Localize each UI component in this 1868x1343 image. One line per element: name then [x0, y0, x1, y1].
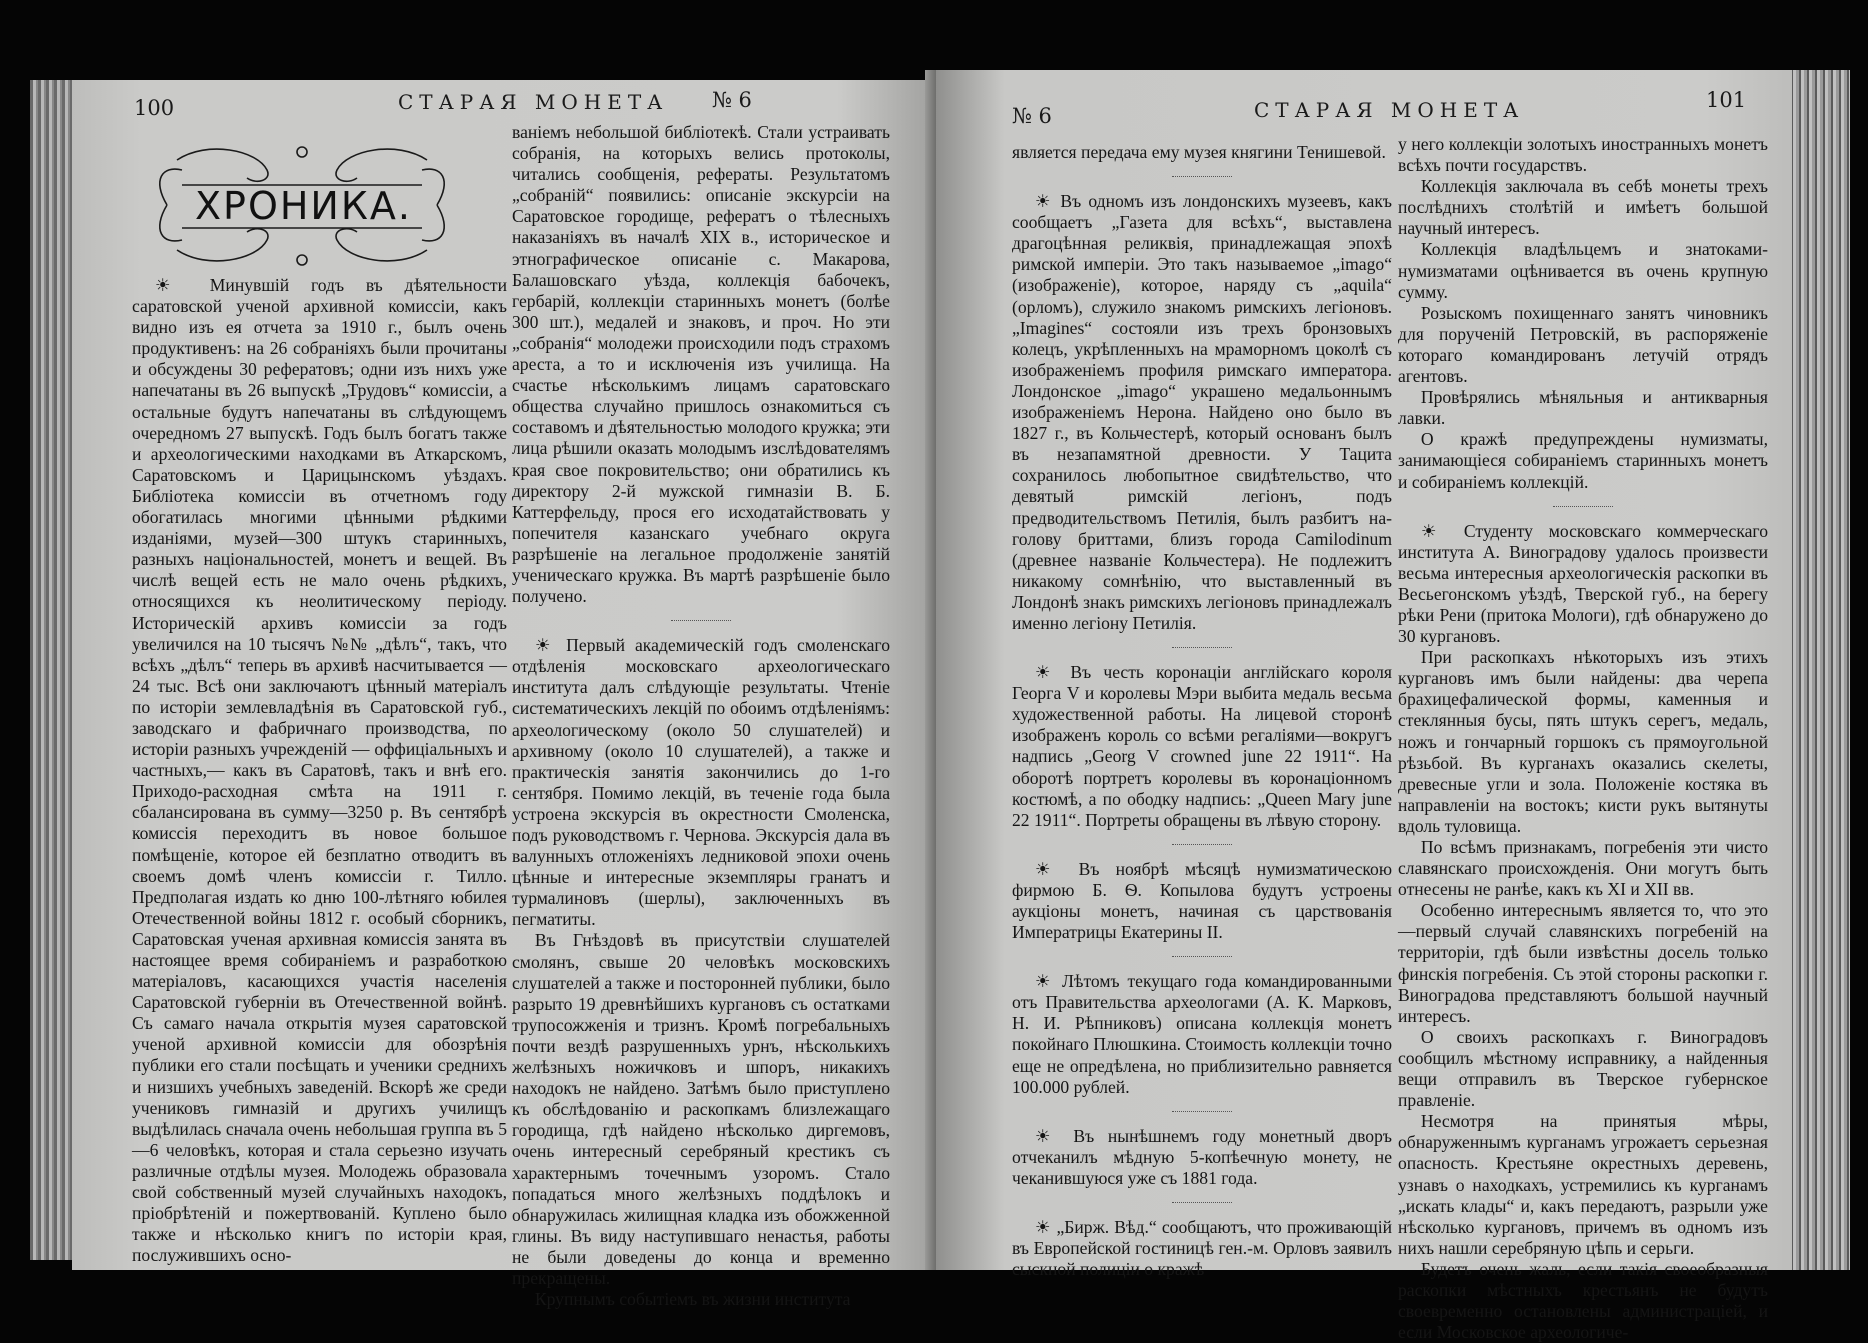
article-paragraph: Розыскомъ похищеннаго занятъ чиновникъ для порученій Петровскій, въ распоряженіе котораго командированъ летучій отрядъ агентовъ.: [1398, 302, 1768, 387]
article-paragraph: Особенно интереснымъ является то, что это—первый случай славянскихъ погребеній на территоріи, гдѣ были извѣстны досель только финскія погребенія. Съ этой стороны раскопки г. Виноградова представляютъ большой научный интересъ.: [1398, 900, 1768, 1026]
section-divider: [1012, 831, 1392, 859]
issue-number-left: № 6: [712, 88, 752, 112]
section-divider: [512, 607, 890, 635]
left-page: [72, 80, 942, 1310]
article-paragraph: ☀ Лѣтомъ текущаго года командированными отъ Правительства археологами (А. К. Марковъ, Н. И. Рѣпниковъ) описана коллекція монетъ покойнаго Плюшкина. Стоимость коллекціи точно еще не опредѣлена, но приблизительно равняется 100.000 рублей.: [1012, 971, 1393, 1097]
article-paragraph: Коллекція владѣльцемъ и знатоками-нумизматами оцѣнивается въ очень крупную сумму.: [1398, 239, 1768, 302]
article-paragraph: ☀ Въ ноябрѣ мѣсяцѣ нумизматическою фирмою Б. Ѳ. Копылова будутъ устроены аукціоны монетъ, начиная съ царствованія Императрицы Екатерины II.: [1012, 858, 1392, 943]
article-paragraph: По всѣмъ признакамъ, погребенія эти чисто славянскаго происхожденія. Они могутъ быть отнесены не ранѣе, какъ къ XI и XII вв.: [1398, 837, 1768, 900]
section-title: ХРОНИКА.: [195, 184, 412, 228]
article-paragraph: ☀ Въ нынѣшнемъ году монетный дворъ отчеканилъ мѣдную 5-копѣечную монету, не чеканившуюся уже съ 1881 года.: [1012, 1125, 1392, 1188]
section-divider: [1012, 634, 1392, 662]
article-paragraph: Въ Гнѣздовѣ въ присутствіи слушателей смолянъ, свыше 20 человѣкъ московскихъ слушателей а также и посторонней публики, было разрыто 19 древнѣйшихъ кургановъ съ остатками трупосожженія и тризнъ. Кромѣ погребальныхъ почти вездѣ разрушенныхъ урнъ, нѣсколькихъ желѣзныхъ ножичковъ и шпоръ, никакихъ находокъ не найдено. Затѣмъ было приступлено къ обслѣдованію и раскопкамъ близлежащаго городища, гдѣ найдено нѣсколько диргемовъ, очень интересный серебряный крестикъ съ характернымъ точечнымъ узоромъ. Стало попадаться много желѣзныхъ поддѣлокъ и обнаружилась жилищная кладка изъ обожженной глины. Въ виду наступившаго ненастья, работы не были доведены до конца и временно прекращены.: [512, 930, 890, 1288]
section-divider: [1398, 493, 1768, 521]
article-paragraph: При раскопкахъ нѣкоторыхъ изъ этихъ кургановъ имъ были найдены: два черепа брахицефалической формы, каменныя и стеклянныя бусы, пять штукъ серегъ, медаль, ножъ и гончарный горшокъ съ прямоугольной рѣзьбой. Въ курганахъ оказались скелеты, древесные угли и зола. Положеніе костяка въ направленіи на востокъ; кисти рукъ вытянуты вдоль туловища.: [1398, 647, 1768, 836]
article-paragraph: является передача ему музея княгини Тенишевой.: [1012, 142, 1386, 162]
left-column-2: [512, 122, 890, 1310]
article-paragraph: ☀ Студенту московскаго коммерческаго института А. Виноградову удалось произвести весьма интересныя археологическія раскопки въ Весьегонскомъ уѣздѣ, Тверской губ., на берегу рѣки Рени (притока Мологи), гдѣ обнаружено до 30 кургановъ.: [1398, 520, 1768, 647]
article-paragraph: у него коллекціи золотыхъ иностранныхъ монетъ всѣхъ почти государствъ.: [1398, 134, 1768, 176]
page-number-left: 100: [134, 96, 175, 120]
article-paragraph: ☀ Въ одномъ изъ лондонскихъ музеевъ, какъ сообщаетъ „Газета для всѣхъ“, выставлена драгоцѣнная реликвія, принадлежащая эпохѣ римской имперіи. Это такъ называемое „imago“ (изображеніе), которое, наряду съ „aquila“ (орломъ), служило знакомъ римскихъ легіоновъ. „Imagines“ состояли изъ трехъ бронзовыхъ колецъ, укрѣпленныхъ на мраморномъ цоколѣ съ изображеніемъ профиля римскаго императора. Лондонское „imago“ украшено медальоннымъ изображеніемъ Нерона. Найдено оно было въ 1827 г., въ Кольчестерѣ, который основанъ былъ въ незапамятной древности. У Тацита сохранилось любопытное свидѣтельство, что девятый римскій легіонъ, подъ предводительствомъ Петилія, былъ разбитъ на-голову бриттами, близъ города Camilodinum (древнее названіе Кольчестера). Не подлежитъ никакому сомнѣнію, что выставленный въ Лондонѣ знакъ римскихъ легіоновъ принадлежалъ именно легіону Петилія.: [1012, 191, 1392, 633]
section-divider: [1012, 163, 1392, 191]
page-number-right: 101: [1706, 88, 1747, 112]
article-paragraph: ваніемъ небольшой библіотекѣ. Стали устраивать собранія, на которыхъ велись протоколы, читались сообщенія, рефераты. Результатомъ „собраній“ появились: описаніе экскурсіи на Саратовское городище, рефератъ о тѣлесныхъ наказаніяхъ въ началѣ XIX в., историческое и этнографическое описаніе с. Макарова, Балашовскаго уѣзда, коллекція бабочекъ, гербарій, коллекціи старинныхъ монетъ (болѣе 300 шт.), медалей и знаковъ, и проч. Но эти „собранія“ молодежи происходили подъ страхомъ ареста, а то и исключенія изъ училища. На счастье нѣсколькимъ лицамъ саратовскаго общества случайно пришлось ознакомиться съ составомъ и дѣятельностью молодого кружка; эти лица рѣшили оказать молодымъ изслѣдователямъ края свое покровительство; они обратились къ директору 2-й мужской гимназіи В. Б. Каттерфельду, прося его исходатайствовать у попечителя казанскаго учебнаго округа разрѣшеніе на легальное продолженіе занятій ученическаго кружка. Въ мартѣ разрѣшеніе было получено.: [512, 122, 890, 607]
section-divider: [1012, 943, 1392, 971]
article-paragraph: Будетъ очень жаль, если такія своеобразныя раскопки мѣстныхъ крестьянъ не будутъ своевременно остановлены администраціей, и если Московское археологиче-: [1398, 1258, 1768, 1343]
issue-number-right: № 6: [1012, 104, 1052, 128]
article-paragraph: Несмотря на принятыя мѣры, обнаруженнымъ курганамъ угрожаетъ серьезная опасность. Крестьяне окрестныхъ деревень, узнавъ о находкахъ, устремились къ курганамъ „искать клады“ и, какъ передаютъ, разрыли уже нѣсколько кургановъ, причемъ въ одномъ изъ нихъ нашли серебряную цѣпь и серьги.: [1398, 1111, 1768, 1258]
article-paragraph: О кражѣ предупреждены нумизматы, занимающіеся собираніемъ старинныхъ монетъ и собираніемъ коллекцій.: [1398, 429, 1768, 492]
article-paragraph: ☀ Минувшій годъ въ дѣятельности саратовской ученой архивной комиссіи, какъ видно изъ ея отчета за 1910 г., былъ очень продуктивенъ: на 26 собраніяхъ были прочитаны и обсуждены 30 рефератовъ; одни изъ нихъ уже напечатаны въ 26 выпускѣ „Трудовъ“ комиссіи, а остальные будутъ напечатаны въ слѣдующемъ очередномъ 27 выпускѣ. Годъ былъ богатъ также и археологическими находками въ Аткарскомъ, Саратовскомъ и Царицынскомъ уѣздахъ. Библіотека комиссіи въ отчетномъ году обогатилась многими цѣнными рѣдкими изданіями, музей—300 штукъ старинныхъ, разныхъ національностей, монетъ и вещей. Въ числѣ вещей есть не мало очень рѣдкихъ, относящихся къ неолитическому періоду. Историческій архивъ комиссіи за годъ увеличился на 10 тысячъ №№ „дѣлъ“, такъ, что всѣхъ „дѣлъ“ теперь въ архивѣ насчитывается — 24 тыс. Всѣ они заключаютъ цѣнный матеріалъ по исторіи землевладѣнія въ Саратовской губ., заводскаго и фабричнаго производства, по исторіи разныхъ учрежденій — оффиціальныхъ и частныхъ,— какъ въ Саратовѣ, такъ и внѣ его. Приходо-расходная смѣта на 1911 г. сбалансирована въ сумму—3250 р. Въ сентябрѣ комиссія переходитъ въ новое большое помѣщеніе, которое ей безплатно отводитъ въ своемъ домѣ членъ комиссіи г. Тилло. Предполагая издать ко дню 100-лѣтняго юбилея Отечественной войны 1812 г. особый сборникъ, Саратовская ученая архивная комиссія занята въ настоящее время собираніемъ и разработкою матеріаловъ, касающихся участія населенія Саратовской губерніи въ Отечественной войнѣ. Съ самаго начала открытія музея саратовской ученой архивной комиссіи для обозрѣнія публики его стали посѣщать и ученики среднихъ и низшихъ учебныхъ заведеній. Вскорѣ же среди учениковъ гимназій и другихъ училищъ выдѣлилась сначала очень небольшая группа въ 5—6 человѣкъ, которая и стала серьезно изучать различные отдѣлы музея. Молодежь образовала свой собственный музей случайныхъ находокъ, пріобрѣтеній и пожертвованій. Куплено было также и нѣсколько книгъ по исторіи края, послужившихъ осно-: [132, 275, 507, 1266]
right-column-1: [1012, 142, 1392, 1280]
right-column-2: [1398, 134, 1768, 1343]
article-paragraph: Провѣрялись мѣняльныя и антикварныя лавки.: [1398, 387, 1768, 429]
section-divider: [1012, 1098, 1392, 1126]
article-paragraph: О своихъ раскопкахъ г. Виноградовъ сообщилъ мѣстному исправнику, а найденныя вещи отправилъ въ Тверское губернское правленіе.: [1398, 1026, 1768, 1111]
article-paragraph: ☀ Первый академическій годъ смоленскаго отдѣленія московскаго археологическаго института далъ слѣдующіе результаты. Чтеніе систематическихъ лекцій по обоимъ отдѣленіямъ: археологическому (около 50 слушателей) и архивному (около 10 слушателей), а также и практическія занятія закончились до 1-го сентября. Помимо лекцій, въ теченіе года была устроена экскурсія въ окрестности Смоленска, подъ руководствомъ г. Чернова. Экскурсія дала въ валунныхъ отложеніяхъ ледниковой эпохи очень цѣнные и интересные экземпляры гранатъ и турмалиновъ (шерлы), заключенныхъ въ пегматиты.: [512, 635, 890, 930]
section-divider: [1012, 1189, 1392, 1217]
left-column-1: [132, 275, 507, 1266]
article-paragraph: Коллекція заключала въ себѣ монеты трехъ послѣднихъ столѣтій и имѣетъ большой научный интересъ.: [1398, 176, 1768, 239]
running-title-right: СТАРАЯ МОНЕТА: [1254, 98, 1525, 122]
article-paragraph: ☀ Въ честь коронаціи англійскаго короля Георга V и королевы Мэри выбита медаль весьма художественной работы. На лицевой сторонѣ изображенъ король со всѣми регаліями—вокругъ надпись „Georg V crowned june 22 1911“. На оборотѣ портретъ королевы въ коронаціонномъ костюмѣ, а по ободку надпись: „Queen Mary june 22 1911“. Портреты обращены въ лѣвую сторону.: [1012, 662, 1392, 830]
article-paragraph: Крупнымъ событіемъ въ жизни института: [534, 1289, 851, 1310]
right-page: [936, 70, 1792, 1343]
running-title-left: СТАРАЯ МОНЕТА: [398, 90, 669, 114]
article-paragraph: ☀ „Бирж. Вѣд.“ сообщаютъ, что проживающій въ Европейской гостиницѣ ген.-м. Орловъ заявилъ сыскной полиціи о кражѣ: [1012, 1217, 1392, 1280]
chronicle-header-ornament: [147, 140, 447, 260]
